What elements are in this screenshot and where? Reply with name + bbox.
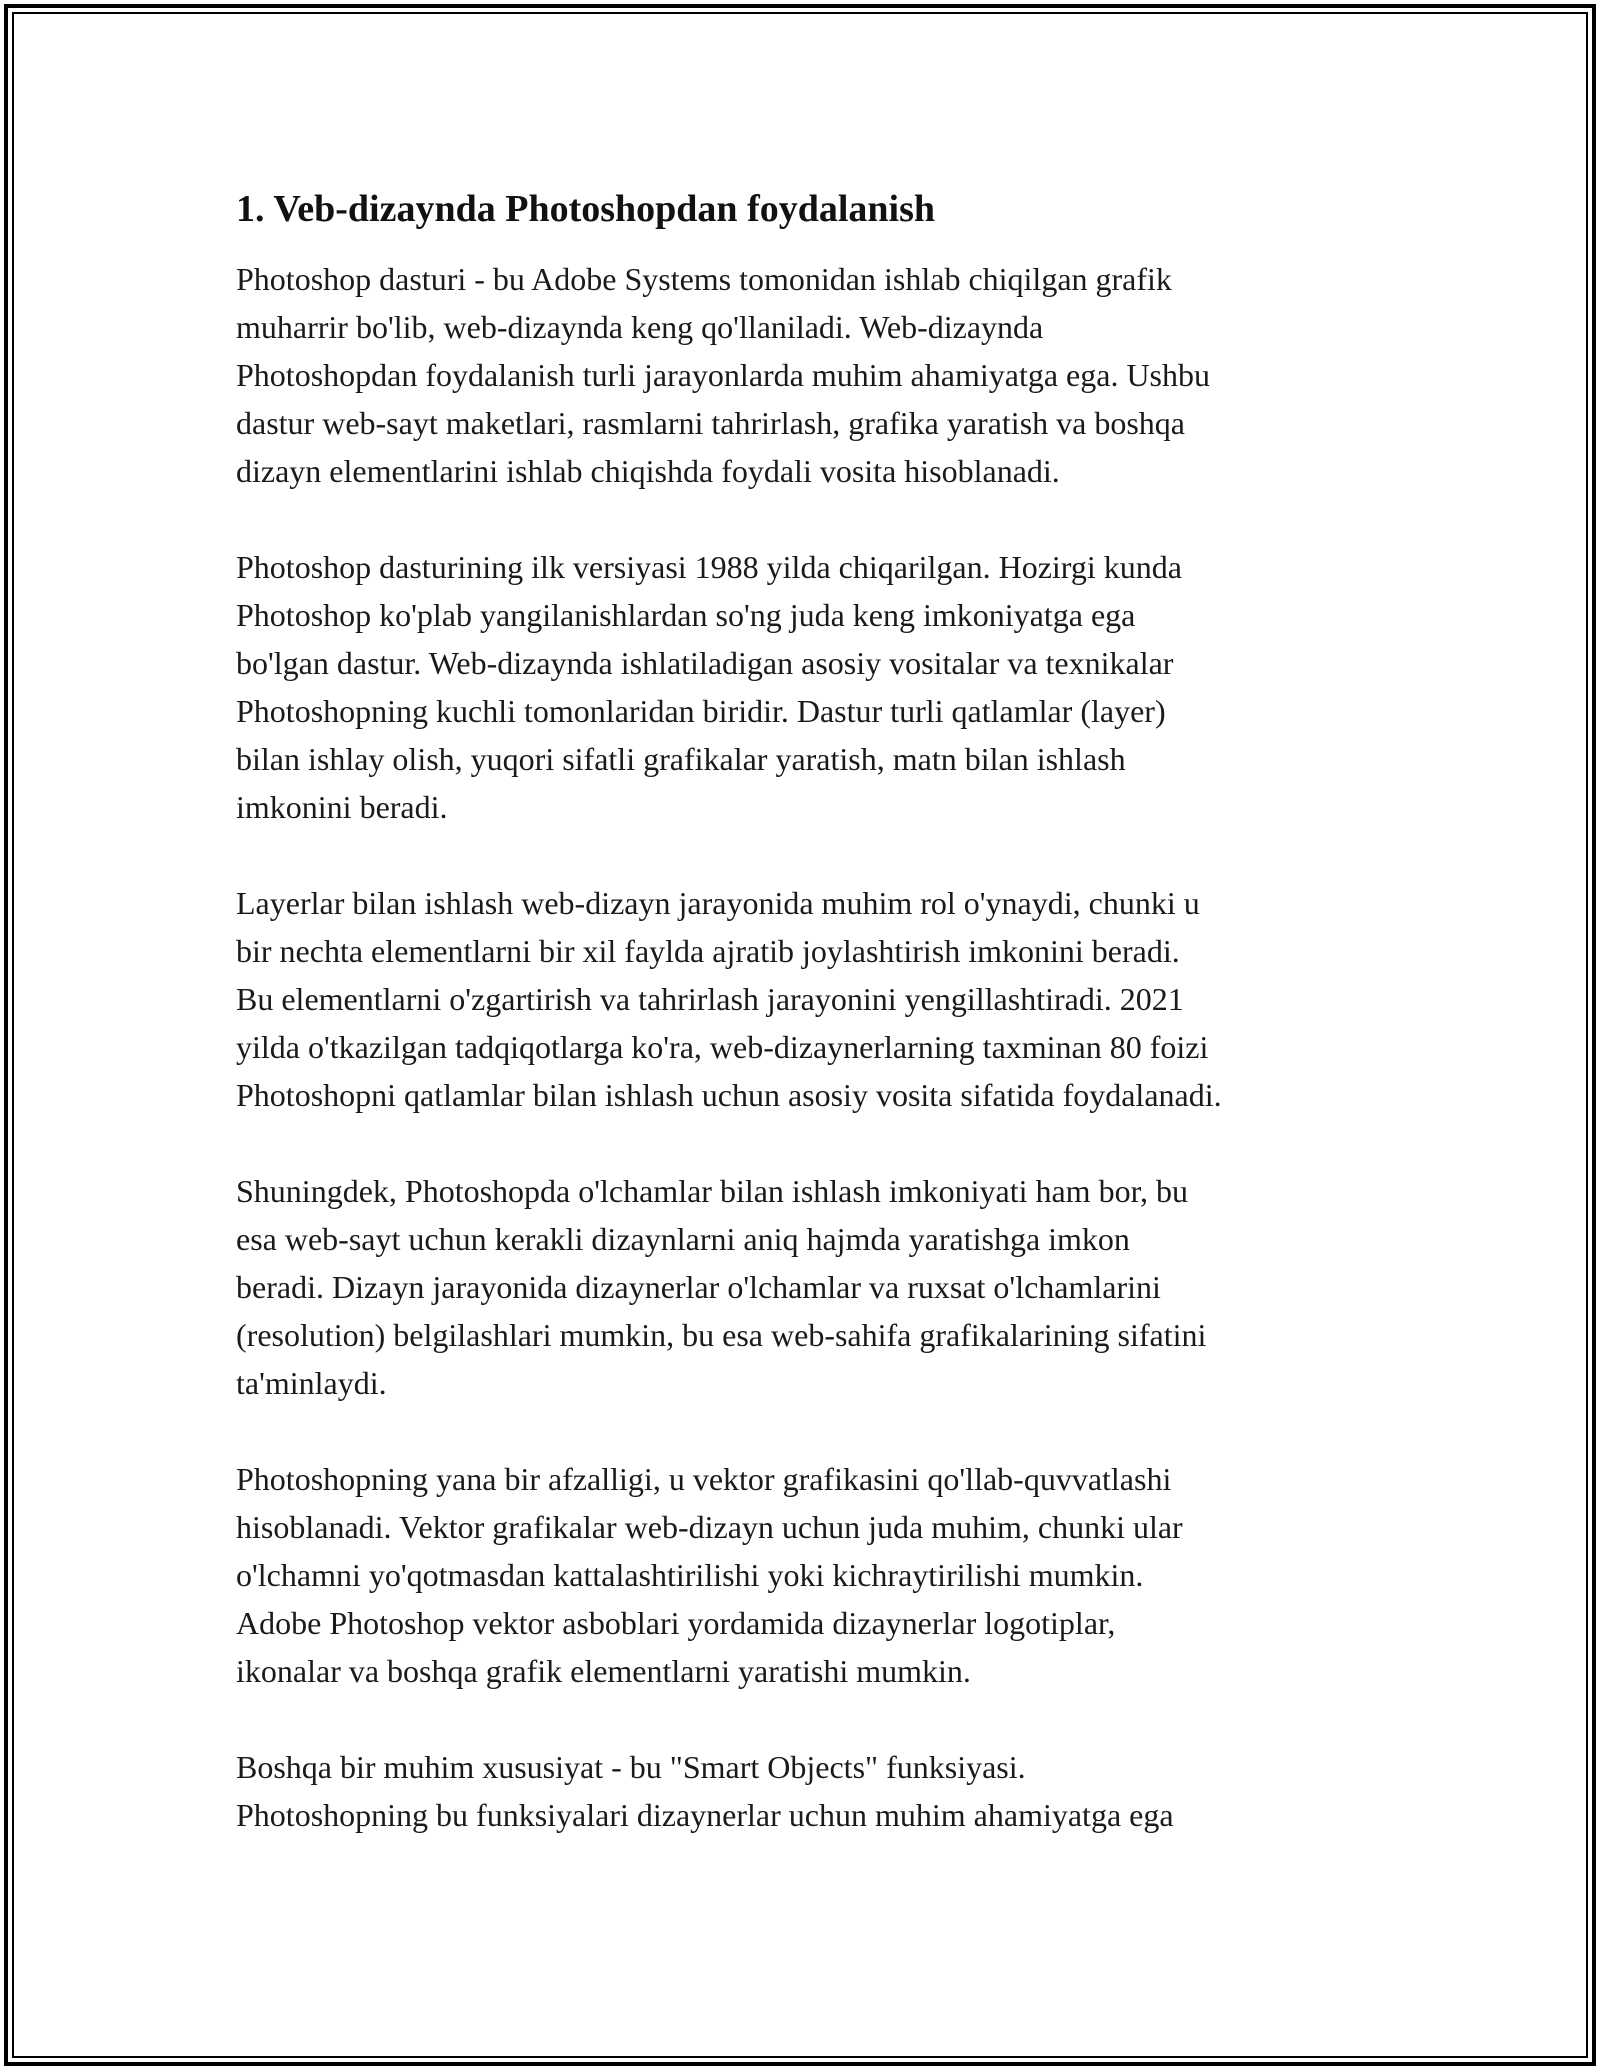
paragraph-1 — [236, 255, 1396, 495]
text-line: Photoshopdan foydalanish turli jarayonlarda muhim ahamiyatga ega. Ushbu — [236, 357, 1210, 393]
paragraph-2 — [236, 543, 1396, 831]
text-line: Adobe Photoshop vektor asboblari yordamida dizaynerlar logotiplar, — [236, 1605, 1116, 1641]
section-heading: 1. Veb-dizaynda Photoshopdan foydalanish — [236, 188, 936, 230]
text-line: o'lchamni yo'qotmasdan kattalashtirilishi yoki kichraytirilishi mumkin. — [236, 1557, 1144, 1593]
text-line: muharrir bo'lib, web-dizaynda keng qo'llaniladi. Web-dizaynda — [236, 309, 1044, 345]
text-line: bo'lgan dastur. Web-dizaynda ishlatiladigan asosiy vositalar va texnikalar — [236, 645, 1174, 681]
text-line: Photoshopning kuchli tomonlaridan biridir. Dastur turli qatlamlar (layer) — [236, 693, 1166, 729]
text-line: Photoshopning bu funksiyalari dizaynerlar uchun muhim ahamiyatga ega — [236, 1797, 1174, 1833]
paragraph-6 — [236, 1743, 1396, 1839]
paragraph-5 — [236, 1455, 1396, 1695]
text-line: dizayn elementlarini ishlab chiqishda foydali vosita hisoblanadi. — [236, 453, 1060, 489]
text-line: imkonini beradi. — [236, 789, 448, 825]
text-line: Bu elementlarni o'zgartirish va tahrirlash jarayonini yengillashtiradi. 2021 — [236, 981, 1184, 1017]
text-line: dastur web-sayt maketlari, rasmlarni tahrirlash, grafika yaratish va boshqa — [236, 405, 1185, 441]
paragraph-3 — [236, 879, 1396, 1119]
text-line: Photoshopni qatlamlar bilan ishlash uchun asosiy vosita sifatida foydalanadi. — [236, 1077, 1222, 1113]
text-line: ikonalar va boshqa grafik elementlarni yaratishi mumkin. — [236, 1653, 971, 1689]
text-line: beradi. Dizayn jarayonida dizaynerlar o'lchamlar va ruxsat o'lchamlarini — [236, 1269, 1161, 1305]
text-line: yilda o'tkazilgan tadqiqotlarga ko'ra, web-dizaynerlarning taxminan 80 foizi — [236, 1029, 1209, 1065]
text-line: Layerlar bilan ishlash web-dizayn jarayonida muhim rol o'ynaydi, chunki u — [236, 885, 1200, 921]
text-line: bilan ishlay olish, yuqori sifatli grafikalar yaratish, matn bilan ishlash — [236, 741, 1126, 777]
text-line: Photoshop dasturining ilk versiyasi 1988 yilda chiqarilgan. Hozirgi kunda — [236, 549, 1182, 585]
text-line: ta'minlaydi. — [236, 1365, 387, 1401]
text-line: bir nechta elementlarni bir xil faylda ajratib joylashtirish imkonini beradi. — [236, 933, 1180, 969]
text-line: esa web-sayt uchun kerakli dizaynlarni aniq hajmda yaratishga imkon — [236, 1221, 1130, 1257]
document-body — [236, 185, 1396, 1887]
text-line: Photoshopning yana bir afzalligi, u vektor grafikasini qo'llab-quvvatlashi — [236, 1461, 1172, 1497]
text-line: Photoshop dasturi - bu Adobe Systems tomonidan ishlab chiqilgan grafik — [236, 261, 1172, 297]
text-line: (resolution) belgilashlari mumkin, bu esa web-sahifa grafikalarining sifatini — [236, 1317, 1207, 1353]
text-line: Boshqa bir muhim xususiyat - bu "Smart Objects" funksiyasi. — [236, 1749, 1026, 1785]
text-line: hisoblanadi. Vektor grafikalar web-dizayn uchun juda muhim, chunki ular — [236, 1509, 1183, 1545]
text-line: Photoshop ko'plab yangilanishlardan so'ng juda keng imkoniyatga ega — [236, 597, 1136, 633]
text-line: Shuningdek, Photoshopda o'lchamlar bilan ishlash imkoniyati ham bor, bu — [236, 1173, 1188, 1209]
paragraph-4 — [236, 1167, 1396, 1407]
